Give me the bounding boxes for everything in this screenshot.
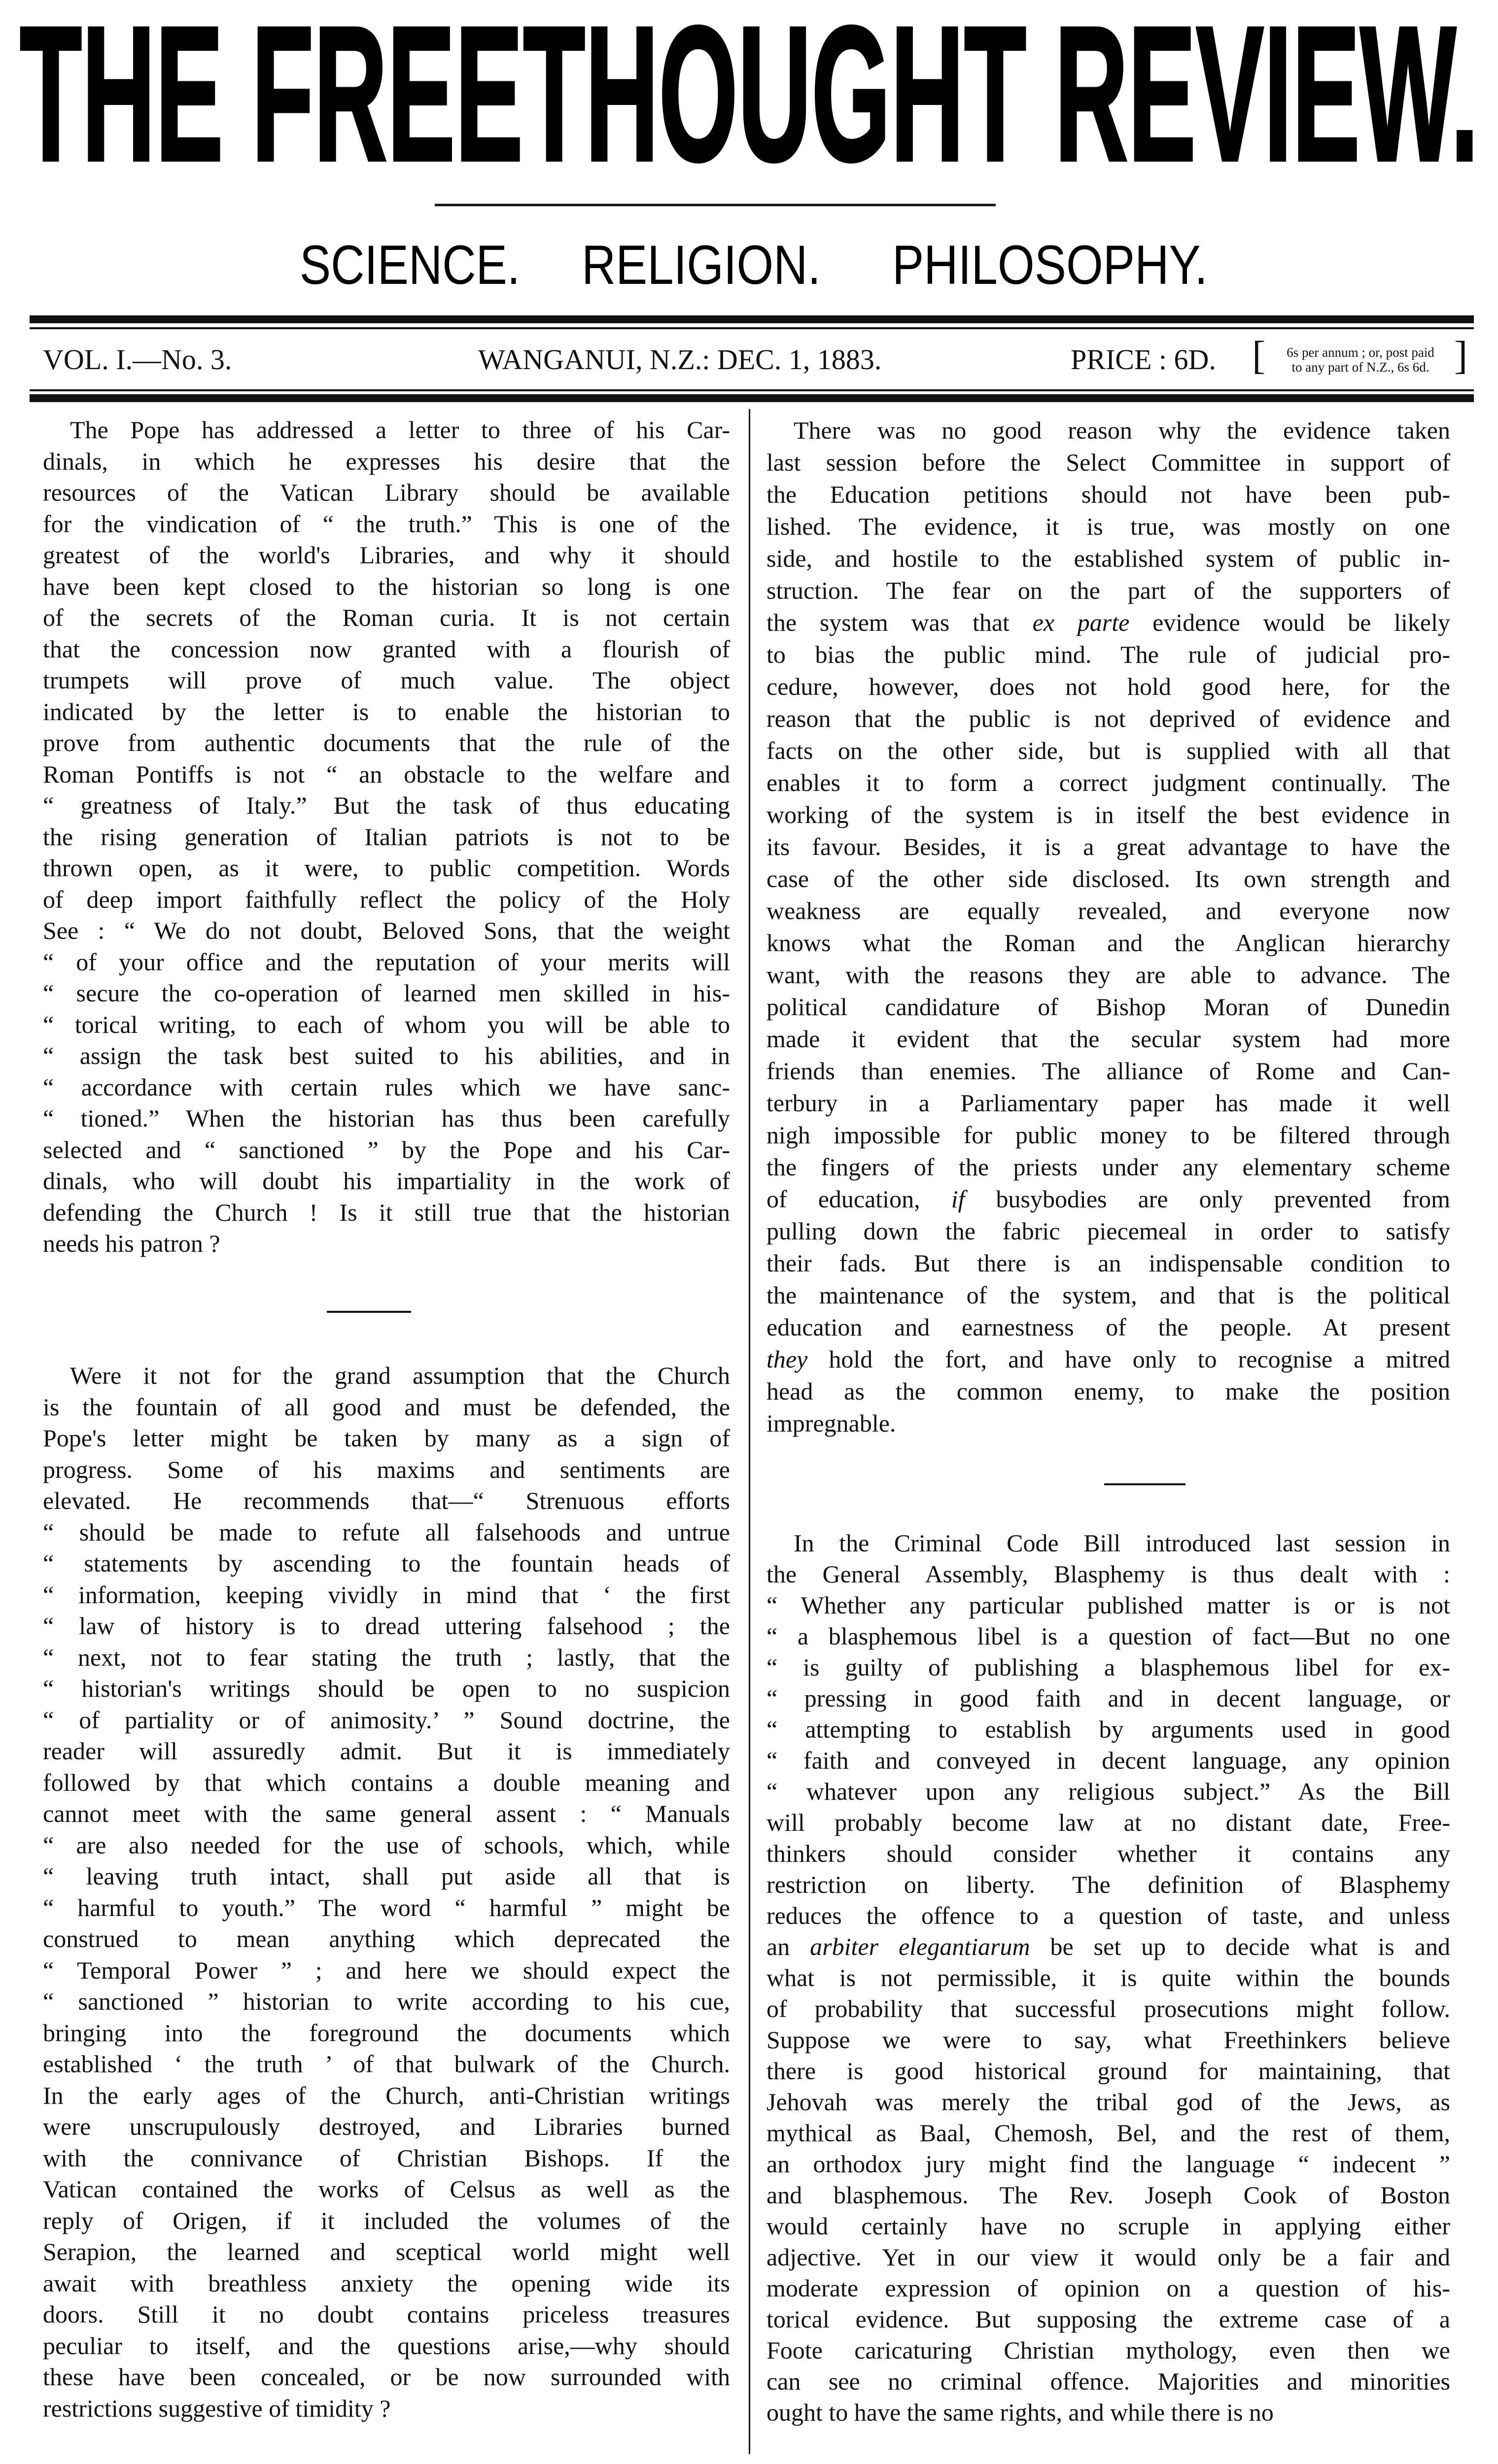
text-line: “ information, keeping vividly in mind that ‘ the first	[43, 1580, 730, 1608]
text-line: can see no criminal offence. Majorities and minorities	[766, 2367, 1450, 2395]
subtitle-science: SCIENCE.	[300, 234, 520, 296]
price-note-line: to any part of N.Z., 6s 6d.	[1291, 360, 1429, 375]
text-line: ought to have the same rights, and while there is no	[766, 2398, 1274, 2426]
subtitle-religion: RELIGION.	[582, 234, 821, 296]
text-line: would certainly have no scruple in applying either	[766, 2212, 1450, 2240]
text-line: prove from authentic documents that the rule of the	[43, 729, 730, 756]
text-line: reader will assuredly admit. But it is immediately	[43, 1737, 730, 1765]
text-line: “ faith and conveyed in decent language, any opinion	[766, 1746, 1450, 1774]
price-note	[1267, 345, 1454, 375]
text-line: “ should be made to refute all falsehoods and untrue	[43, 1518, 730, 1546]
text-line: Foote caricaturing Christian mythology, even then we	[766, 2336, 1450, 2364]
text-line: “ greatness of Italy.” But the task of thus educating	[43, 791, 730, 819]
text-line: “ tioned.” When the historian has thus been carefully	[43, 1104, 730, 1132]
text-line: the fingers of the priests under any elementary scheme	[766, 1153, 1450, 1181]
text-line: there is good historical ground for maintaining, that	[766, 2057, 1450, 2085]
text-line: of deep import faithfully reflect the policy of the Holy	[43, 885, 730, 913]
text-line: “ next, not to fear stating the truth ; lastly, that the	[43, 1643, 730, 1671]
text-line: working of the system is in itself the best evidence in	[766, 801, 1450, 828]
text-line: case of the other side disclosed. Its own strength and	[766, 865, 1450, 892]
text-line: resources of the Vatican Library should be available	[43, 479, 730, 506]
text-line: needs his patron ?	[43, 1230, 220, 1257]
text-line: Pope's letter might be taken by many as a sign of	[43, 1424, 730, 1452]
article-separator	[327, 1311, 411, 1313]
text-line: selected and “ sanctioned ” by the Pope and his Car-	[43, 1135, 730, 1164]
text-line: mythical as Baal, Chemosh, Bel, and the rest of them,	[766, 2119, 1450, 2147]
text-line: is the fountain of all good and must be defended, the	[43, 1393, 730, 1421]
column-divider	[749, 409, 750, 2454]
masthead-rule-top-thick	[30, 315, 1474, 323]
bracket-close: ]	[1454, 333, 1468, 377]
masthead-title	[0, 0, 1498, 306]
title-text: THE FREETHOUGHT REVIEW.	[20, 0, 1479, 201]
text-line: made it evident that the secular system had more	[766, 1025, 1450, 1053]
text-line: what is not permissible, it is quite within the bounds	[766, 1964, 1450, 1991]
price-note-line: 6s per annum ; or, post paid	[1287, 345, 1434, 360]
text-line: “ leaving truth intact, shall put aside all that is	[43, 1862, 730, 1890]
text-line: terbury in a Parliamentary paper has made it well	[766, 1089, 1450, 1117]
text-line: bringing into the foreground the documents which	[43, 2019, 730, 2047]
text-line: reduces the offence to a question of taste, and unless	[766, 1902, 1450, 1929]
text-line: that the concession now granted with a flourish of	[43, 635, 730, 663]
text-line: lished. The evidence, it is true, was mostly on one	[766, 513, 1450, 540]
text-line: struction. The fear on the part of the supporters of	[766, 577, 1450, 604]
text-line: of education, if busybodies are only prevented from	[766, 1185, 1450, 1213]
text-line: moderate expression of opinion on a question of his-	[766, 2274, 1450, 2302]
text-line: adjective. Yet in our view it would only be a fair and	[766, 2243, 1450, 2271]
text-line: restrictions suggestive of timidity ?	[43, 2394, 391, 2422]
text-line: an orthodox jury might find the language “ indecent ”	[766, 2150, 1450, 2178]
masthead-rule-bottom-thick	[30, 394, 1474, 402]
text-line: Jehovah was merely the tribal god of the Jews, as	[766, 2088, 1450, 2116]
text-line: friends than enemies. The alliance of Rome and Can-	[766, 1057, 1450, 1085]
text-line: education and earnestness of the people. At present	[766, 1313, 1450, 1341]
text-line: In the Criminal Code Bill introduced last session in	[794, 1529, 1450, 1557]
text-line: established ‘ the truth ’ of that bulwark of the Church.	[43, 2050, 730, 2078]
place-date: WANGANUI, N.Z.: DEC. 1, 1883.	[478, 343, 882, 376]
text-line: for the vindication of “ the truth.” This is one of the	[43, 510, 730, 538]
bracket-open: [	[1252, 333, 1266, 377]
text-line: the system was that ex parte evidence would be likely	[766, 609, 1450, 636]
text-line: of probability that successful prosecutions might follow.	[766, 1995, 1450, 2022]
text-line: its favour. Besides, it is a great advantage to have the	[766, 833, 1450, 860]
text-line: weakness are equally revealed, and everyone now	[766, 897, 1450, 924]
text-line: the General Assembly, Blasphemy is thus dealt with :	[766, 1560, 1450, 1588]
text-line: want, with the reasons they are able to advance. The	[766, 961, 1450, 989]
text-line: impregnable.	[766, 1409, 896, 1437]
text-line: indicated by the letter is to enable the historian to	[43, 697, 730, 725]
text-line: “ pressing in good faith and in decent language, or	[766, 1684, 1450, 1712]
text-line: await with breathless anxiety the opening wide its	[43, 2269, 730, 2297]
text-line: Suppose we were to say, what Freethinkers believe	[766, 2026, 1450, 2053]
text-line: of the secrets of the Roman curia. It is not certain	[43, 604, 730, 631]
text-line: “ law of history is to dread uttering falsehood ; the	[43, 1612, 730, 1640]
text-line: cedure, however, does not hold good here, for the	[766, 673, 1450, 700]
text-line: last session before the Select Committee in support of	[766, 448, 1450, 476]
text-line: Serapion, the learned and sceptical world might well	[43, 2238, 730, 2265]
text-line: defending the Church ! Is it still true that the historian	[43, 1198, 730, 1226]
text-line: See : “ We do not doubt, Beloved Sons, that the weight	[43, 917, 730, 944]
subtitle-philosophy: PHILOSOPHY.	[892, 234, 1208, 296]
article-separator	[1104, 1483, 1185, 1485]
text-line: “ of your office and the reputation of your merits will	[43, 948, 730, 976]
text-line: In the early ages of the Church, anti-Christian writings	[43, 2081, 730, 2109]
text-line: torical evidence. But supposing the extreme case of a	[766, 2305, 1450, 2333]
text-line: an arbiter elegantiarum be set up to decide what is and	[766, 1933, 1450, 1960]
text-line: cannot meet with the same general assent : “ Manuals	[43, 1800, 730, 1827]
price: PRICE : 6D.	[1071, 343, 1216, 376]
text-line: facts on the other side, but is supplied with all that	[766, 737, 1450, 764]
text-line: doors. Still it no doubt contains priceless treasures	[43, 2300, 730, 2328]
article-pope-letter	[43, 414, 730, 1260]
text-line: have been kept closed to the historian so long is one	[43, 572, 730, 600]
masthead-rule-top-thin	[30, 327, 1474, 329]
text-line: were unscrupulously destroyed, and Libraries burned	[43, 2113, 730, 2140]
text-line: Vatican contained the works of Celsus as well as the	[43, 2175, 730, 2203]
text-line: dinals, in which he expresses his desire that the	[43, 447, 730, 475]
text-line: thrown open, as it were, to public competition. Words	[43, 854, 730, 882]
text-line: to bias the public mind. The rule of judicial pro-	[766, 641, 1450, 668]
text-line: “ accordance with certain rules which we have sanc-	[43, 1073, 730, 1101]
text-line: knows what the Roman and the Anglican hierarchy	[766, 929, 1450, 957]
article-education-evidence	[766, 414, 1450, 1439]
text-line: “ Temporal Power ” ; and here we should expect the	[43, 1956, 730, 1984]
text-line: their fads. But there is an indispensable condition to	[766, 1249, 1450, 1277]
text-line: these have been concealed, or be now surrounded with	[43, 2363, 730, 2391]
text-line: political candidature of Bishop Moran of Dunedin	[766, 993, 1450, 1021]
text-line: with the connivance of Christian Bishops. If the	[43, 2144, 730, 2172]
volume-number: VOL. I.—No. 3.	[43, 343, 232, 376]
text-line: reply of Origen, if it included the volumes of the	[43, 2206, 730, 2234]
text-line: enables it to form a correct judgment continually. The	[766, 769, 1450, 796]
text-line: progress. Some of his maxims and sentiments are	[43, 1455, 730, 1483]
text-line: restriction on liberty. The definition of Blasphemy	[766, 1871, 1450, 1898]
text-line: reason that the public is not deprived of evidence and	[766, 705, 1450, 732]
text-line: construed to mean anything which deprecated the	[43, 1925, 730, 1952]
text-line: followed by that which contains a double meaning and	[43, 1768, 730, 1796]
masthead-rule-bottom-thin	[30, 389, 1474, 391]
text-line: “ torical writing, to each of whom you will be able to	[43, 1010, 730, 1038]
text-line: Were it not for the grand assumption that the Church	[70, 1362, 730, 1389]
text-line: elevated. He recommends that—“ Strenuous efforts	[43, 1487, 730, 1514]
text-line: “ harmful to youth.” The word “ harmful ” might be	[43, 1893, 730, 1921]
text-line: “ historian's writings should be open to no suspicion	[43, 1675, 730, 1702]
text-line: trumpets will prove of much value. The object	[43, 666, 730, 694]
text-line: side, and hostile to the established system of public in-	[766, 545, 1450, 572]
text-line: There was no good reason why the evidence taken	[794, 416, 1450, 444]
text-line: “ Whether any particular published matter is or is not	[766, 1591, 1450, 1619]
text-line: the maintenance of the system, and that is the political	[766, 1281, 1450, 1309]
text-line: thinkers should consider whether it contains any	[766, 1840, 1450, 1867]
text-line: “ statements by ascending to the fountain heads of	[43, 1549, 730, 1577]
text-line: “ assign the task best suited to his abilities, and in	[43, 1042, 730, 1069]
text-line: “ of partiality or of animosity.’ ” Sound doctrine, the	[43, 1706, 730, 1734]
article-blasphemy-bill	[766, 1528, 1450, 2428]
text-line: “ secure the co-operation of learned men skilled in his-	[43, 979, 730, 1007]
text-line: The Pope has addressed a letter to three of his Car-	[70, 416, 730, 444]
text-line: will probably become law at no distant date, Free-	[766, 1809, 1450, 1836]
text-line: “ sanctioned ” historian to write according to his cue,	[43, 1987, 730, 2015]
text-line: nigh impossible for public money to be filtered through	[766, 1121, 1450, 1149]
text-line: “ a blasphemous libel is a question of fact—But no one	[766, 1622, 1450, 1650]
text-line: Roman Pontiffs is not “ an obstacle to the welfare and	[43, 760, 730, 788]
text-line: the Education petitions should not have been pub-	[766, 480, 1450, 508]
text-line: “ attempting to establish by arguments used in good	[766, 1715, 1450, 1743]
text-line: the rising generation of Italian patriots is not to be	[43, 822, 730, 851]
article-vatican-library	[43, 1360, 730, 2424]
text-line: and blasphemous. The Rev. Joseph Cook of Boston	[766, 2181, 1450, 2209]
text-line: greatest of the world's Libraries, and why it should	[43, 541, 730, 569]
text-line: head as the common enemy, to make the position	[766, 1377, 1450, 1405]
text-line: dinals, who will doubt his impartiality in the work of	[43, 1167, 730, 1195]
text-line: “ are also needed for the use of schools, which, while	[43, 1831, 730, 1859]
text-line: peculiar to itself, and the questions arise,—why should	[43, 2331, 730, 2360]
text-line: they hold the fort, and have only to recognise a mitred	[766, 1345, 1450, 1373]
text-line: pulling down the fabric piecemeal in order to satisfy	[766, 1217, 1450, 1245]
text-line: “ whatever upon any religious subject.” As the Bill	[766, 1778, 1450, 1805]
text-line: “ is guilty of publishing a blasphemous libel for ex-	[766, 1653, 1450, 1681]
